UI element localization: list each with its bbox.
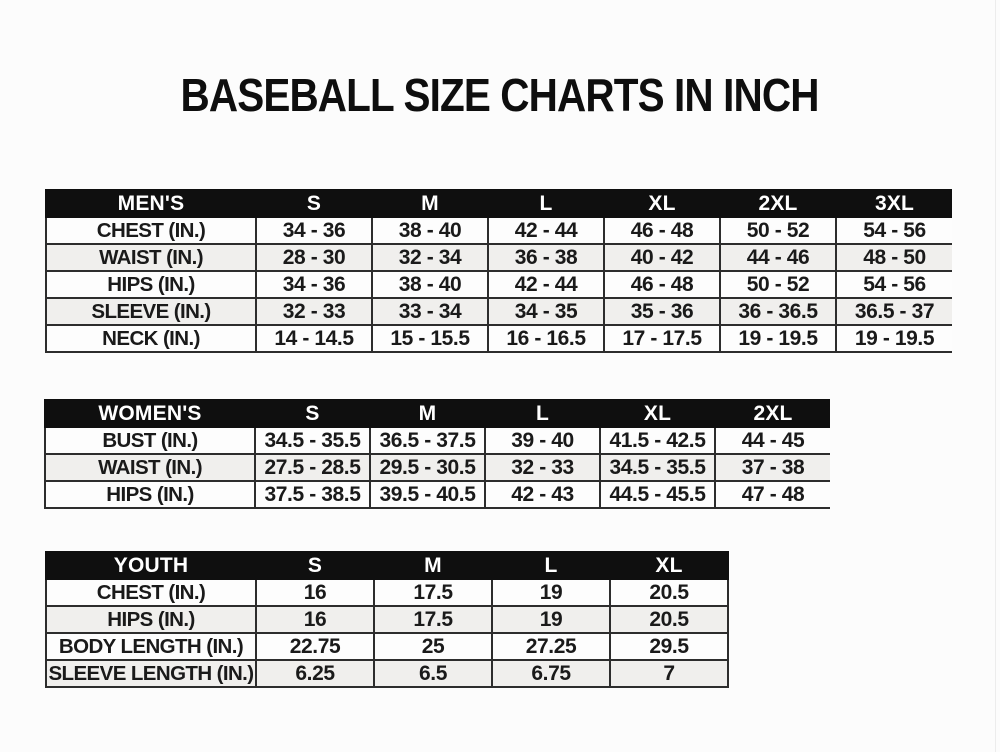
size-value-cell: 34 - 36 bbox=[256, 217, 372, 244]
table-row bbox=[45, 454, 830, 481]
womens-size-table bbox=[44, 399, 830, 509]
size-value-cell: 36 - 38 bbox=[488, 244, 604, 271]
size-value-cell: 36 - 36.5 bbox=[720, 298, 836, 325]
header-cell-size: M bbox=[372, 190, 488, 217]
size-value-cell: 37.5 - 38.5 bbox=[255, 481, 370, 508]
size-value-cell: 50 - 52 bbox=[720, 271, 836, 298]
header-cell-size: XL bbox=[600, 400, 715, 427]
size-value-cell: 34 - 36 bbox=[256, 271, 372, 298]
size-value-cell: 6.75 bbox=[492, 660, 610, 687]
header-cell-size: M bbox=[370, 400, 485, 427]
size-value-cell: 28 - 30 bbox=[256, 244, 372, 271]
size-value-cell: 7 bbox=[610, 660, 728, 687]
table-row bbox=[46, 633, 728, 660]
size-value-cell: 29.5 bbox=[610, 633, 728, 660]
table-row bbox=[46, 217, 952, 244]
header-cell-group: WOMEN'S bbox=[45, 400, 255, 427]
size-value-cell: 22.75 bbox=[256, 633, 374, 660]
table-header-row bbox=[46, 552, 728, 579]
table-row bbox=[46, 325, 952, 352]
size-value-cell: 54 - 56 bbox=[836, 217, 952, 244]
header-cell-group: MEN'S bbox=[46, 190, 256, 217]
page-title-wrap bbox=[0, 68, 1000, 122]
size-value-cell: 16 - 16.5 bbox=[488, 325, 604, 352]
size-value-cell: 29.5 - 30.5 bbox=[370, 454, 485, 481]
size-value-cell: 36.5 - 37.5 bbox=[370, 427, 485, 454]
page-title: BASEBALL SIZE CHARTS IN INCH bbox=[180, 69, 820, 121]
header-cell-size: XL bbox=[610, 552, 728, 579]
size-value-cell: 40 - 42 bbox=[604, 244, 720, 271]
scan-edge-artifact bbox=[995, 0, 996, 752]
table-row bbox=[45, 481, 830, 508]
size-value-cell: 42 - 44 bbox=[488, 217, 604, 244]
header-cell-size: 2XL bbox=[720, 190, 836, 217]
size-value-cell: 46 - 48 bbox=[604, 271, 720, 298]
row-label: WAIST (IN.) bbox=[46, 244, 256, 271]
table-row bbox=[46, 298, 952, 325]
size-value-cell: 14 - 14.5 bbox=[256, 325, 372, 352]
row-label: HIPS (IN.) bbox=[45, 481, 255, 508]
size-value-cell: 19 bbox=[492, 606, 610, 633]
header-cell-size: 3XL bbox=[836, 190, 952, 217]
youth-size-table bbox=[45, 551, 729, 688]
size-value-cell: 25 bbox=[374, 633, 492, 660]
size-value-cell: 42 - 44 bbox=[488, 271, 604, 298]
mens-size-table bbox=[45, 189, 952, 353]
size-value-cell: 19 bbox=[492, 579, 610, 606]
size-value-cell: 17.5 bbox=[374, 606, 492, 633]
table-row bbox=[45, 427, 830, 454]
row-label: WAIST (IN.) bbox=[45, 454, 255, 481]
row-label: SLEEVE LENGTH (IN.) bbox=[46, 660, 256, 687]
size-value-cell: 48 - 50 bbox=[836, 244, 952, 271]
header-cell-size: L bbox=[492, 552, 610, 579]
size-value-cell: 6.25 bbox=[256, 660, 374, 687]
size-value-cell: 27.25 bbox=[492, 633, 610, 660]
header-cell-size: M bbox=[374, 552, 492, 579]
size-value-cell: 6.5 bbox=[374, 660, 492, 687]
size-value-cell: 54 - 56 bbox=[836, 271, 952, 298]
size-value-cell: 38 - 40 bbox=[372, 271, 488, 298]
table-row bbox=[46, 271, 952, 298]
size-value-cell: 20.5 bbox=[610, 606, 728, 633]
row-label: SLEEVE (IN.) bbox=[46, 298, 256, 325]
row-label: NECK (IN.) bbox=[46, 325, 256, 352]
size-value-cell: 39 - 40 bbox=[485, 427, 600, 454]
row-label: CHEST (IN.) bbox=[46, 217, 256, 244]
size-value-cell: 38 - 40 bbox=[372, 217, 488, 244]
header-cell-size: S bbox=[255, 400, 370, 427]
size-value-cell: 37 - 38 bbox=[715, 454, 830, 481]
size-value-cell: 17 - 17.5 bbox=[604, 325, 720, 352]
size-value-cell: 15 - 15.5 bbox=[372, 325, 488, 352]
size-value-cell: 34.5 - 35.5 bbox=[600, 454, 715, 481]
size-value-cell: 32 - 33 bbox=[256, 298, 372, 325]
row-label: BUST (IN.) bbox=[45, 427, 255, 454]
table-header-row bbox=[45, 400, 830, 427]
size-value-cell: 32 - 33 bbox=[485, 454, 600, 481]
table-header-row bbox=[46, 190, 952, 217]
size-value-cell: 46 - 48 bbox=[604, 217, 720, 244]
header-cell-size: XL bbox=[604, 190, 720, 217]
table-row bbox=[46, 579, 728, 606]
size-value-cell: 19 - 19.5 bbox=[836, 325, 952, 352]
row-label: HIPS (IN.) bbox=[46, 606, 256, 633]
header-cell-size: L bbox=[485, 400, 600, 427]
table-row bbox=[46, 660, 728, 687]
size-value-cell: 50 - 52 bbox=[720, 217, 836, 244]
size-value-cell: 19 - 19.5 bbox=[720, 325, 836, 352]
size-value-cell: 39.5 - 40.5 bbox=[370, 481, 485, 508]
header-cell-size: L bbox=[488, 190, 604, 217]
row-label: CHEST (IN.) bbox=[46, 579, 256, 606]
size-value-cell: 27.5 - 28.5 bbox=[255, 454, 370, 481]
header-cell-size: S bbox=[256, 190, 372, 217]
table-row bbox=[46, 244, 952, 271]
size-value-cell: 32 - 34 bbox=[372, 244, 488, 271]
size-value-cell: 20.5 bbox=[610, 579, 728, 606]
table-row bbox=[46, 606, 728, 633]
size-value-cell: 44 - 46 bbox=[720, 244, 836, 271]
row-label: HIPS (IN.) bbox=[46, 271, 256, 298]
size-value-cell: 34 - 35 bbox=[488, 298, 604, 325]
size-value-cell: 42 - 43 bbox=[485, 481, 600, 508]
size-value-cell: 44.5 - 45.5 bbox=[600, 481, 715, 508]
size-value-cell: 47 - 48 bbox=[715, 481, 830, 508]
size-value-cell: 34.5 - 35.5 bbox=[255, 427, 370, 454]
size-value-cell: 17.5 bbox=[374, 579, 492, 606]
header-cell-group: YOUTH bbox=[46, 552, 256, 579]
size-value-cell: 44 - 45 bbox=[715, 427, 830, 454]
size-value-cell: 41.5 - 42.5 bbox=[600, 427, 715, 454]
header-cell-size: S bbox=[256, 552, 374, 579]
row-label: BODY LENGTH (IN.) bbox=[46, 633, 256, 660]
size-value-cell: 16 bbox=[256, 579, 374, 606]
size-value-cell: 33 - 34 bbox=[372, 298, 488, 325]
header-cell-size: 2XL bbox=[715, 400, 830, 427]
size-value-cell: 35 - 36 bbox=[604, 298, 720, 325]
size-value-cell: 36.5 - 37 bbox=[836, 298, 952, 325]
size-value-cell: 16 bbox=[256, 606, 374, 633]
